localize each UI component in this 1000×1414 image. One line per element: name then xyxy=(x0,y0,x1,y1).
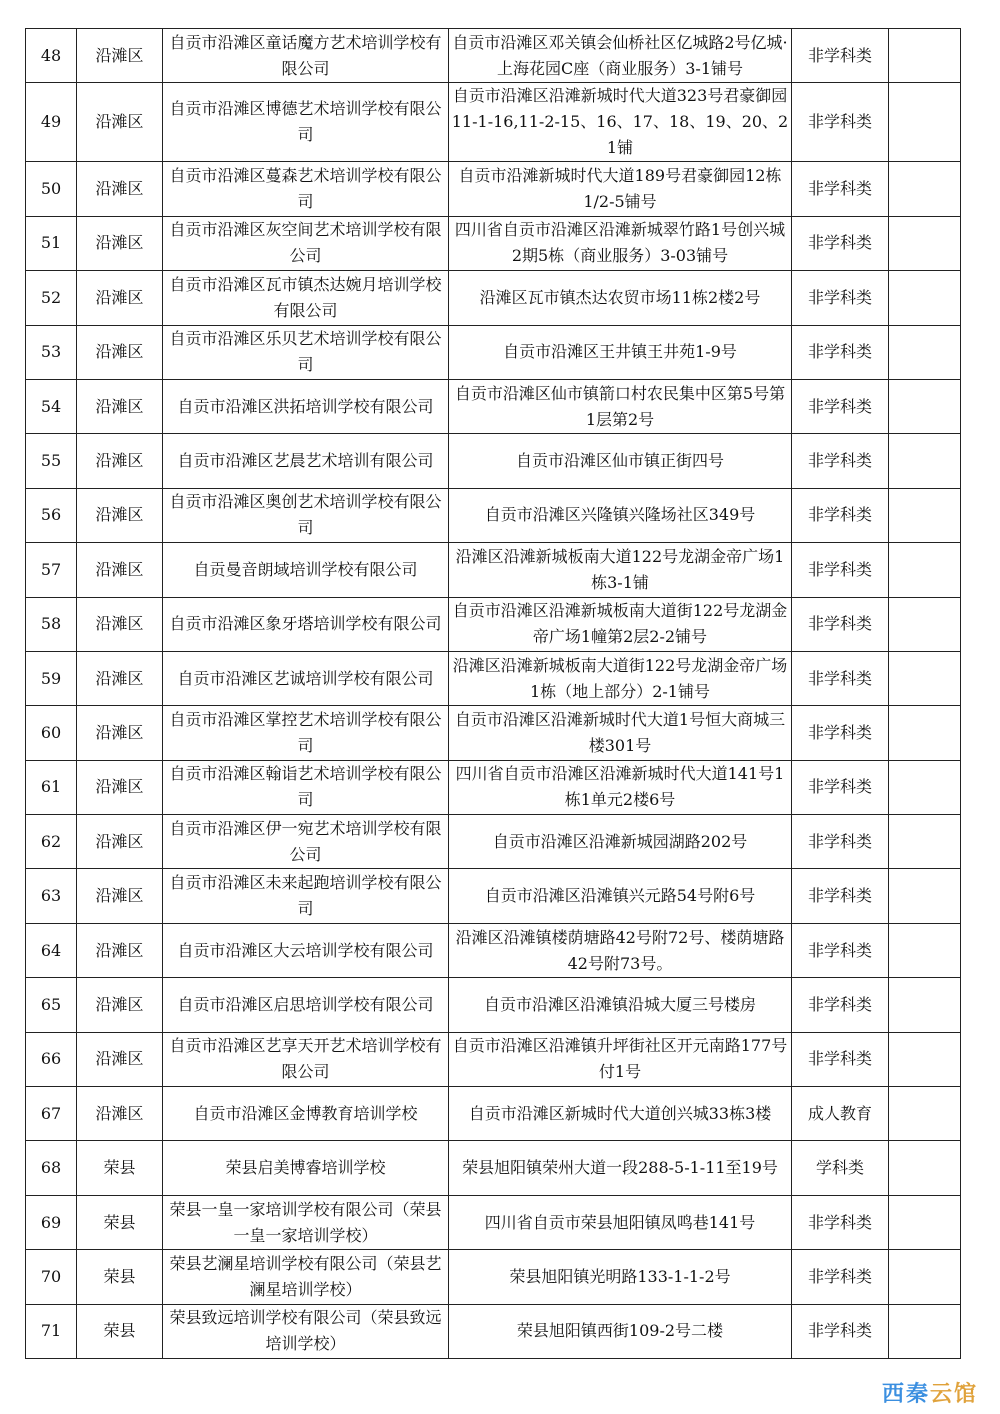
school-name-cell: 荣县艺澜星培训学校有限公司（荣县艺澜星培训学校） xyxy=(163,1250,449,1304)
school-name-cell: 自贡曼音朗域培训学校有限公司 xyxy=(163,543,449,597)
school-name-cell: 自贡市沿滩区乐贝艺术培训学校有限公司 xyxy=(163,325,449,379)
table-row xyxy=(26,923,961,977)
school-name-cell: 自贡市沿滩区艺诚培训学校有限公司 xyxy=(163,651,449,705)
school-name-cell: 自贡市沿滩区艺享天开艺术培训学校有限公司 xyxy=(163,1032,449,1086)
district-cell: 沿滩区 xyxy=(77,815,163,869)
school-name-cell: 荣县一皇一家培训学校有限公司（荣县一皇一家培训学校） xyxy=(163,1195,449,1249)
row-number: 53 xyxy=(26,325,77,379)
district-cell: 沿滩区 xyxy=(77,488,163,542)
category-cell: 非学科类 xyxy=(792,760,889,814)
table-row xyxy=(26,815,961,869)
table-row xyxy=(26,651,961,705)
category-cell: 非学科类 xyxy=(792,1032,889,1086)
category-cell: 非学科类 xyxy=(792,706,889,760)
table-row xyxy=(26,760,961,814)
category-cell: 非学科类 xyxy=(792,923,889,977)
note-cell xyxy=(889,434,961,488)
note-cell xyxy=(889,543,961,597)
school-name-cell: 自贡市沿滩区博德艺术培训学校有限公司 xyxy=(163,83,449,162)
category-cell: 非学科类 xyxy=(792,815,889,869)
address-cell: 荣县旭阳镇荣州大道一段288-5-1-11至19号 xyxy=(449,1141,792,1195)
note-cell xyxy=(889,216,961,270)
note-cell xyxy=(889,271,961,325)
school-name-cell: 自贡市沿滩区童话魔方艺术培训学校有限公司 xyxy=(163,29,449,83)
note-cell xyxy=(889,1087,961,1141)
district-cell: 荣县 xyxy=(77,1141,163,1195)
school-name-cell: 自贡市沿滩区掌控艺术培训学校有限公司 xyxy=(163,706,449,760)
category-cell: 非学科类 xyxy=(792,83,889,162)
table-row xyxy=(26,1141,961,1195)
row-number: 71 xyxy=(26,1304,77,1358)
row-number: 65 xyxy=(26,978,77,1032)
address-cell: 自贡市沿滩区沿滩新城时代大道1号恒大商城三楼301号 xyxy=(449,706,792,760)
district-cell: 沿滩区 xyxy=(77,543,163,597)
table-row xyxy=(26,869,961,923)
school-name-cell: 自贡市沿滩区伊一宛艺术培训学校有限公司 xyxy=(163,815,449,869)
table-row xyxy=(26,29,961,83)
school-name-cell: 自贡市沿滩区翰诣艺术培训学校有限公司 xyxy=(163,760,449,814)
note-cell xyxy=(889,162,961,216)
school-name-cell: 自贡市沿滩区大云培训学校有限公司 xyxy=(163,923,449,977)
row-number: 61 xyxy=(26,760,77,814)
note-cell xyxy=(889,869,961,923)
school-name-cell: 自贡市沿滩区未来起跑培训学校有限公司 xyxy=(163,869,449,923)
table-row xyxy=(26,597,961,651)
table-row xyxy=(26,379,961,433)
note-cell xyxy=(889,815,961,869)
address-cell: 自贡市沿滩区沿滩新城板南大道街122号龙湖金帝广场1幢第2层2-2铺号 xyxy=(449,597,792,651)
note-cell xyxy=(889,488,961,542)
table-row xyxy=(26,271,961,325)
row-number: 63 xyxy=(26,869,77,923)
table-row xyxy=(26,434,961,488)
category-cell: 非学科类 xyxy=(792,543,889,597)
category-cell: 非学科类 xyxy=(792,29,889,83)
table-row xyxy=(26,1087,961,1141)
row-number: 48 xyxy=(26,29,77,83)
school-name-cell: 自贡市沿滩区洪拓培训学校有限公司 xyxy=(163,379,449,433)
row-number: 64 xyxy=(26,923,77,977)
table-row xyxy=(26,543,961,597)
address-cell: 自贡市沿滩区沿滩镇升坪街社区开元南路177号付1号 xyxy=(449,1032,792,1086)
category-cell: 学科类 xyxy=(792,1141,889,1195)
district-cell: 沿滩区 xyxy=(77,216,163,270)
category-cell: 非学科类 xyxy=(792,434,889,488)
row-number: 66 xyxy=(26,1032,77,1086)
address-cell: 四川省自贡市沿滩区沿滩新城时代大道141号1栋1单元2楼6号 xyxy=(449,760,792,814)
row-number: 51 xyxy=(26,216,77,270)
note-cell xyxy=(889,651,961,705)
address-cell: 荣县旭阳镇西街109-2号二楼 xyxy=(449,1304,792,1358)
note-cell xyxy=(889,1032,961,1086)
district-cell: 沿滩区 xyxy=(77,869,163,923)
table-row xyxy=(26,1304,961,1358)
category-cell: 非学科类 xyxy=(792,651,889,705)
category-cell: 非学科类 xyxy=(792,1304,889,1358)
row-number: 62 xyxy=(26,815,77,869)
row-number: 67 xyxy=(26,1087,77,1141)
note-cell xyxy=(889,923,961,977)
address-cell: 自贡市沿滩区沿滩镇沿城大厦三号楼房 xyxy=(449,978,792,1032)
table-body xyxy=(26,29,961,1359)
district-cell: 沿滩区 xyxy=(77,706,163,760)
category-cell: 非学科类 xyxy=(792,325,889,379)
school-name-cell: 自贡市沿滩区灰空间艺术培训学校有限公司 xyxy=(163,216,449,270)
address-cell: 自贡市沿滩区仙市镇正街四号 xyxy=(449,434,792,488)
row-number: 50 xyxy=(26,162,77,216)
address-cell: 自贡市沿滩区新城时代大道创兴城33栋3楼 xyxy=(449,1087,792,1141)
row-number: 49 xyxy=(26,83,77,162)
district-cell: 荣县 xyxy=(77,1195,163,1249)
row-number: 68 xyxy=(26,1141,77,1195)
category-cell: 非学科类 xyxy=(792,1195,889,1249)
district-cell: 沿滩区 xyxy=(77,978,163,1032)
row-number: 55 xyxy=(26,434,77,488)
note-cell xyxy=(889,706,961,760)
table-row xyxy=(26,978,961,1032)
table-row xyxy=(26,216,961,270)
address-cell: 自贡市沿滩区王井镇王井苑1-9号 xyxy=(449,325,792,379)
address-cell: 四川省自贡市沿滩区沿滩新城翠竹路1号创兴城2期5栋（商业服务）3-03铺号 xyxy=(449,216,792,270)
district-cell: 沿滩区 xyxy=(77,162,163,216)
school-name-cell: 自贡市沿滩区金博教育培训学校 xyxy=(163,1087,449,1141)
category-cell: 非学科类 xyxy=(792,162,889,216)
category-cell: 非学科类 xyxy=(792,1250,889,1304)
district-cell: 荣县 xyxy=(77,1250,163,1304)
address-cell: 四川省自贡市荣县旭阳镇凤鸣巷141号 xyxy=(449,1195,792,1249)
address-cell: 沿滩区瓦市镇杰达农贸市场11栋2楼2号 xyxy=(449,271,792,325)
category-cell: 非学科类 xyxy=(792,978,889,1032)
school-name-cell: 自贡市沿滩区启思培训学校有限公司 xyxy=(163,978,449,1032)
category-cell: 成人教育 xyxy=(792,1087,889,1141)
table-row xyxy=(26,488,961,542)
watermark-logo: 西秦云馆 xyxy=(881,1382,978,1407)
table-row xyxy=(26,1032,961,1086)
school-name-cell: 自贡市沿滩区奥创艺术培训学校有限公司 xyxy=(163,488,449,542)
district-cell: 沿滩区 xyxy=(77,651,163,705)
note-cell xyxy=(889,1250,961,1304)
address-cell: 自贡市沿滩区兴隆镇兴隆场社区349号 xyxy=(449,488,792,542)
address-cell: 自贡市沿滩区沿滩新城园湖路202号 xyxy=(449,815,792,869)
category-cell: 非学科类 xyxy=(792,271,889,325)
row-number: 69 xyxy=(26,1195,77,1249)
note-cell xyxy=(889,1304,961,1358)
address-cell: 自贡市沿滩区沿滩镇兴元路54号附6号 xyxy=(449,869,792,923)
row-number: 52 xyxy=(26,271,77,325)
address-cell: 自贡市沿滩新城时代大道189号君豪御园12栋1/2-5铺号 xyxy=(449,162,792,216)
table-row xyxy=(26,325,961,379)
district-cell: 沿滩区 xyxy=(77,597,163,651)
school-name-cell: 荣县启美博睿培训学校 xyxy=(163,1141,449,1195)
school-name-cell: 荣县致远培训学校有限公司（荣县致远培训学校） xyxy=(163,1304,449,1358)
row-number: 59 xyxy=(26,651,77,705)
district-cell: 沿滩区 xyxy=(77,379,163,433)
address-cell: 沿滩区沿滩镇楼荫塘路42号附72号、楼荫塘路42号附73号。 xyxy=(449,923,792,977)
district-cell: 沿滩区 xyxy=(77,434,163,488)
note-cell xyxy=(889,1141,961,1195)
note-cell xyxy=(889,379,961,433)
school-name-cell: 自贡市沿滩区艺晨艺术培训有限公司 xyxy=(163,434,449,488)
note-cell xyxy=(889,29,961,83)
district-cell: 沿滩区 xyxy=(77,1087,163,1141)
row-number: 58 xyxy=(26,597,77,651)
address-cell: 自贡市沿滩区沿滩新城时代大道323号君豪御园11-1-16,11-2-15、16、17、18、19、20、21铺 xyxy=(449,83,792,162)
row-number: 56 xyxy=(26,488,77,542)
row-number: 60 xyxy=(26,706,77,760)
address-cell: 自贡市沿滩区仙市镇箭口村农民集中区第5号第1层第2号 xyxy=(449,379,792,433)
district-cell: 荣县 xyxy=(77,1304,163,1358)
district-cell: 沿滩区 xyxy=(77,271,163,325)
district-cell: 沿滩区 xyxy=(77,325,163,379)
district-cell: 沿滩区 xyxy=(77,760,163,814)
district-cell: 沿滩区 xyxy=(77,923,163,977)
table-row xyxy=(26,1250,961,1304)
school-name-cell: 自贡市沿滩区蔓森艺术培训学校有限公司 xyxy=(163,162,449,216)
institution-table xyxy=(25,28,961,1359)
note-cell xyxy=(889,1195,961,1249)
category-cell: 非学科类 xyxy=(792,597,889,651)
address-cell: 自贡市沿滩区邓关镇会仙桥社区亿城路2号亿城·上海花园C座（商业服务）3-1铺号 xyxy=(449,29,792,83)
category-cell: 非学科类 xyxy=(792,488,889,542)
district-cell: 沿滩区 xyxy=(77,83,163,162)
address-cell: 沿滩区沿滩新城板南大道122号龙湖金帝广场1栋3-1铺 xyxy=(449,543,792,597)
address-cell: 沿滩区沿滩新城板南大道街122号龙湖金帝广场1栋（地上部分）2-1铺号 xyxy=(449,651,792,705)
note-cell xyxy=(889,760,961,814)
district-cell: 沿滩区 xyxy=(77,29,163,83)
note-cell xyxy=(889,83,961,162)
row-number: 54 xyxy=(26,379,77,433)
school-name-cell: 自贡市沿滩区瓦市镇杰达婉月培训学校有限公司 xyxy=(163,271,449,325)
school-name-cell: 自贡市沿滩区象牙塔培训学校有限公司 xyxy=(163,597,449,651)
note-cell xyxy=(889,978,961,1032)
table-row xyxy=(26,162,961,216)
category-cell: 非学科类 xyxy=(792,869,889,923)
table-row xyxy=(26,1195,961,1249)
row-number: 57 xyxy=(26,543,77,597)
row-number: 70 xyxy=(26,1250,77,1304)
table-row xyxy=(26,83,961,162)
note-cell xyxy=(889,597,961,651)
address-cell: 荣县旭阳镇光明路133-1-1-2号 xyxy=(449,1250,792,1304)
category-cell: 非学科类 xyxy=(792,379,889,433)
district-cell: 沿滩区 xyxy=(77,1032,163,1086)
note-cell xyxy=(889,325,961,379)
table-row xyxy=(26,706,961,760)
category-cell: 非学科类 xyxy=(792,216,889,270)
